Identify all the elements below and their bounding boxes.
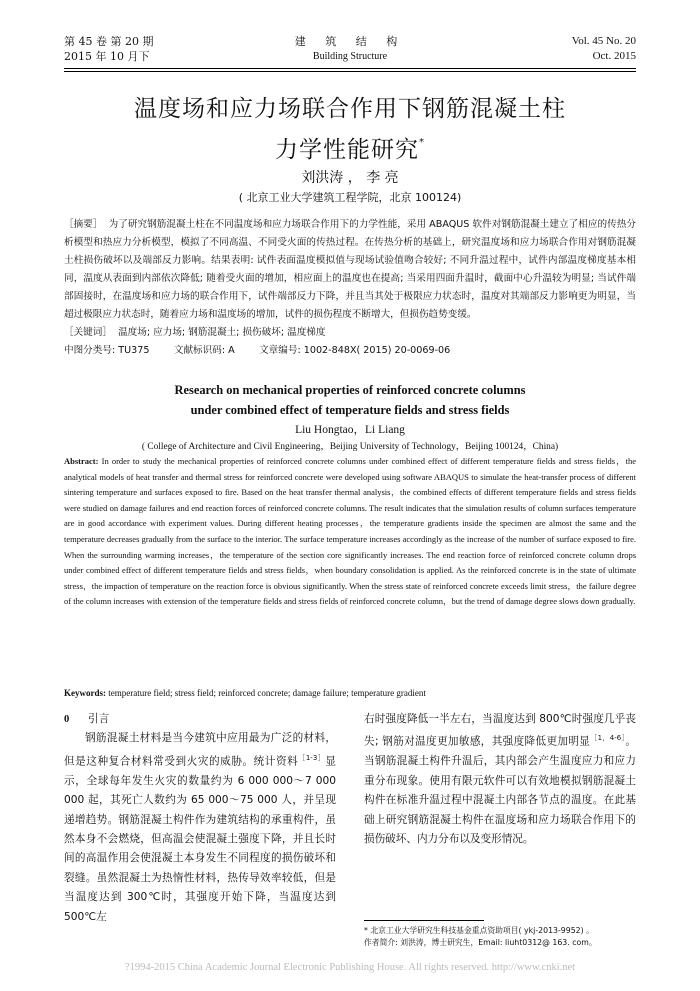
abstract-en-block [64,454,636,610]
paper-title-cn [64,92,636,167]
abstract-cn-text: 为了研究钢筋混凝土柱在不同温度场和应力场联合作用下的力学性能，采用 ABAQUS 软件对钢筋混凝土建立了相应的传热分析模型和热应力分析模型，模拟了不同高温、不同受火面的传热过程。在传热分析的基础上，研究温度场和应力场联合作用对钢筋混凝土柱损伤破坏以及端部反力影响。结果表明: 试件表面温度模拟值与现场试验值吻合较好; 不同升温过程中，试件内部温度梯度基本相同，温度从表面到内部依次降低; 随着受火面的增加，相应面上的温度也在提高; 当采用四面升温时，截面中心升温较为明显; 当试件端部固接时，在温度场和应力场的联合作用下，试件端部反力下降，并且当其处于极限应力状态时，温度对其端部反力影响更为明显，当超过极限应力状态时，随着应力场和温度场的增加，试件的损伤程度不断增大，但损伤趋势变缓。 [64,219,636,320]
title-line-2: 力学性能研究 [275,137,419,163]
header-volume: 第 45 卷 第 20 期 [64,35,154,48]
title-en-line-1: Research on mechanical properties of reinforced concrete columns [174,383,526,397]
footnote-author-info: 作者简介: 刘洪涛，博士研究生，Email: liuht0312@ 163. com。 [364,938,597,947]
header-date-en: Oct. 2015 [592,50,636,62]
intro-text-a: 钢筋混凝土材料是当今建筑中应用最为广泛的材料，但是这种复合材料常受到火灾的威胁。统计资料 [64,732,336,768]
keywords-en-text: temperature field; stress field; reinforced concrete; damage failure; temperature gradient [108,688,426,698]
title-en-line-2: under combined effect of temperature fields and stress fields [190,403,510,417]
intro-paragraph-1-cont [364,710,636,849]
keywords-cn-text: 温度场; 应力场; 钢筋混凝土; 损伤破坏; 温度梯度 [118,327,326,338]
abstract-cn-block [64,216,636,360]
intro-paragraph-1 [64,729,336,927]
classification-line [64,342,636,360]
abstract-en-text: In order to study the mechanical properties of reinforced concrete columns under combined effect of different temperature fields and stress fields，the analytical models of heat transfer and thermal stress for reinforced concrete were developed using software ABAQUS to simulate the heat-transfer process of different sintering temperature and surfaces exposed to fire. Based on the heat transfer thermal analysis，the combined effects of different temperature fields and stress fields were studied on damage failures and end reaction forces of reinforced concrete columns. The result indicates that the simulation results of column surfaces temperature are in good accordance with experiment values. During different heating processes，the temperature gradients inside the specimen are almost the same and the temperature decreases gradually from the surface to the interior. The surface temperature increases accordingly as the increase of the number of surface exposed to fire. When the surrounding warming increases，the temperature of the section core significantly increases. The end reaction force of reinforced concrete column drops under combined effect of different temperature fields and stress fields，when boundary consolidation is applied. As the reinforced concrete is in the state of ultimate stress，the impaction of temperature on the reaction force is obvious significantly. When the stress state of reinforced concrete exceeds limit stress，the failure degree of the column increases with extension of the temperature fields and stress fields of reinforced concrete column，but the trend of damage degree slows down gradually. [64,456,636,607]
authors-cn: 刘洪涛 ， 李 亮 [301,170,399,186]
page-footer-copyright: ?1994-2015 China Academic Journal Electronic Publishing House. All rights reserved. http://www.cnki.net [124,962,576,973]
body-column-right [364,710,636,849]
clc-number: 中图分类号: TU375 [64,345,150,356]
keywords-en [64,686,636,701]
citation-ref[interactable]: ［1，4-6］ [590,734,626,743]
citation-ref[interactable]: ［1-3］ [298,753,326,762]
paper-title-en [64,380,636,420]
journal-name-en: Building Structure [312,51,388,62]
section-number: 0 [64,714,70,725]
keywords-en-label: Keywords: [64,688,106,698]
journal-name-cn: 建 筑 结 构 [294,35,406,48]
keywords-cn-label: ［关键词］ [64,327,112,338]
article-number: 文章编号: 1002-848X( 2015) 20-0069-06 [259,345,451,356]
document-code: 文献标识码: A [173,345,235,356]
body-column-left [64,710,336,927]
header-vol-en: Vol. 45 No. 20 [571,35,636,47]
abstract-cn-label: ［摘要］ [64,219,103,230]
intro-text-b: 显示，全球每年发生火灾的数量约为 6 000 000～7 000 000 起，其死亡人数约为 65 000～75 000 人，并呈现递增趋势。钢筋混凝土构件作为建筑结构的承重构件，虽然本身不会燃烧，但高温会使混凝土强度下降，并且长时间的高温作用会使混凝土本身发生不同程度的损伤破坏和裂缝。虽然混凝土为热惰性材料，热传导效率较低，但是当温度达到 300℃时，其强度开始下降，当温度达到 500℃左 [64,755,336,923]
header-issue-info [572,34,636,64]
header-rule-thick [64,68,636,69]
footnote [364,925,636,949]
footnote-rule [364,920,484,921]
header-rule-thin [64,71,636,72]
title-footnote-mark: * [419,137,425,148]
running-header [64,34,636,68]
intro-text-c: 右时强度降低一半左右，当温度达到 800℃时强度几乎丧失; 钢筋对温度更加敏感，其强度降低更加明显 [364,713,636,748]
authors-en: Liu Hongtao，Li Liang [295,424,405,436]
affiliation-en: ( College of Architecture and Civil Engineering，Beijing University of Technology，Beijing 100124，China) [141,442,559,452]
header-journal [64,34,636,64]
abstract-en [64,454,636,610]
section-title: 引言 [88,713,110,725]
abstract-cn [64,216,636,324]
abstract-en-label: Abstract: [64,456,99,466]
intro-text-d: 。当钢筋混凝土构件升温后，其内部会产生温度应力和应力重分布现象。使用有限元软件可以有效地模拟钢筋混凝土构件在标准升温过程中混凝土内部各节点的温度。在此基础上研究钢筋混凝土构件在温度场和应力场联合作用下的损伤破坏、内力分布以及变形情况。 [364,735,637,845]
affiliation-cn: ( 北京工业大学建筑工程学院，北京 100124) [238,191,462,204]
section-heading-intro [64,710,336,729]
header-date-cn: 2015 年 10 月下 [64,50,150,63]
title-line-1: 温度场和应力场联合作用下钢筋混凝土柱 [134,96,566,122]
footnote-funding: * 北京工业大学研究生科技基金重点资助项目( ykj-2013-9952) 。 [364,926,594,935]
keywords-cn [64,324,636,342]
